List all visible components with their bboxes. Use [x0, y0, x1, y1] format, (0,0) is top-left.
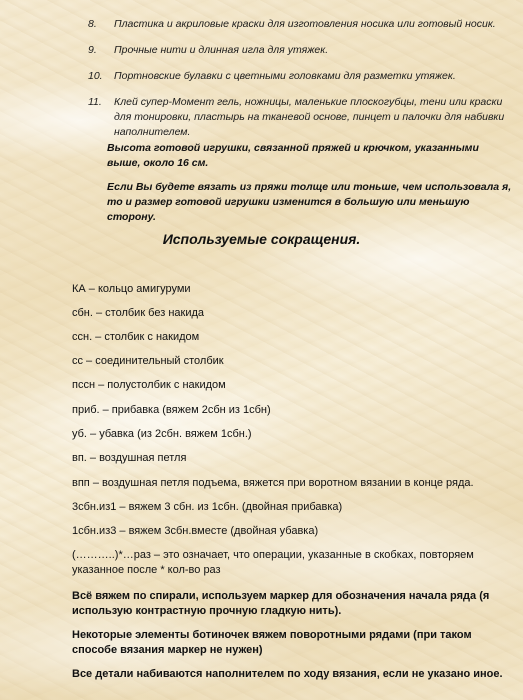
abbreviation-item: КА – кольцо амигуруми — [72, 283, 191, 295]
abbreviation-item: ссн. – столбик с накидом — [72, 331, 200, 343]
list-item — [88, 95, 508, 140]
list-text: Портновские булавки с цветными головками для разметки утяжек. — [114, 70, 456, 82]
abbreviation-item: 3сбн.из1 – вяжем 3 сбн. из 1сбн. (двойная прибавка) — [72, 501, 343, 513]
list-text: Пластика и акриловые краски для изготовления носика или готовый носик. — [114, 18, 496, 30]
list-number: 8. — [88, 18, 97, 30]
list-text: Прочные нити и длинная игла для утяжек. — [114, 44, 329, 56]
spiral-note: Всё вяжем по спирали, используем маркер для обозначения начала ряда (я использую контрастную прочную гладкую нить). — [72, 590, 490, 617]
list-number: 9. — [88, 44, 97, 56]
abbreviation-item: пссн – полустолбик с накидом — [72, 379, 226, 391]
list-item — [88, 69, 508, 84]
list-item — [88, 43, 508, 58]
turning-rows-note: Некоторые элементы ботиночек вяжем поворотными рядами (при таком способе вязания маркер не нужен) — [72, 629, 472, 656]
abbreviation-item: сс – соединительный столбик — [72, 355, 224, 367]
materials-list — [88, 17, 508, 151]
list-number: 11. — [88, 96, 102, 108]
yarn-note: Если Вы будете вязать из пряжи толще или тоньше, чем использовала я, то и размер готовой игрушки изменится в большую или меньшую сторону. — [107, 181, 512, 223]
abbreviation-item: приб. – прибавка (вяжем 2сбн из 1сбн) — [72, 404, 271, 416]
abbreviation-item: сбн. – столбик без накида — [72, 307, 205, 319]
repeat-note: (………..)*…раз – это означает, что операции, указанные в скобках, повторяем указанное после * кол-во раз — [72, 549, 474, 576]
section-heading: Используемые сокращения. — [162, 231, 361, 247]
list-item — [88, 17, 508, 32]
abbreviation-item: впп – воздушная петля подъема, вяжется при воротном вязании в конце ряда. — [72, 477, 474, 489]
abbreviation-item: 1сбн.из3 – вяжем 3сбн.вместе (двойная убавка) — [72, 525, 319, 537]
list-text: Клей супер-Момент гель, ножницы, маленькие плоскогубцы, тени или краски для тонировки, пластырь на тканевой основе, пинцет и палочки для набивки наполнителем. — [114, 96, 505, 138]
abbreviation-item: уб. – убавка (из 2сбн. вяжем 1сбн.) — [72, 428, 252, 440]
abbreviation-item: вп. – воздушная петля — [72, 452, 187, 464]
list-number: 10. — [88, 70, 103, 82]
height-note: Высота готовой игрушки, связанной пряжей и крючком, указанными выше, около 16 см. — [107, 142, 479, 169]
stuffing-note: Все детали набиваются наполнителем по ходу вязания, если не указано иное. — [72, 668, 503, 680]
